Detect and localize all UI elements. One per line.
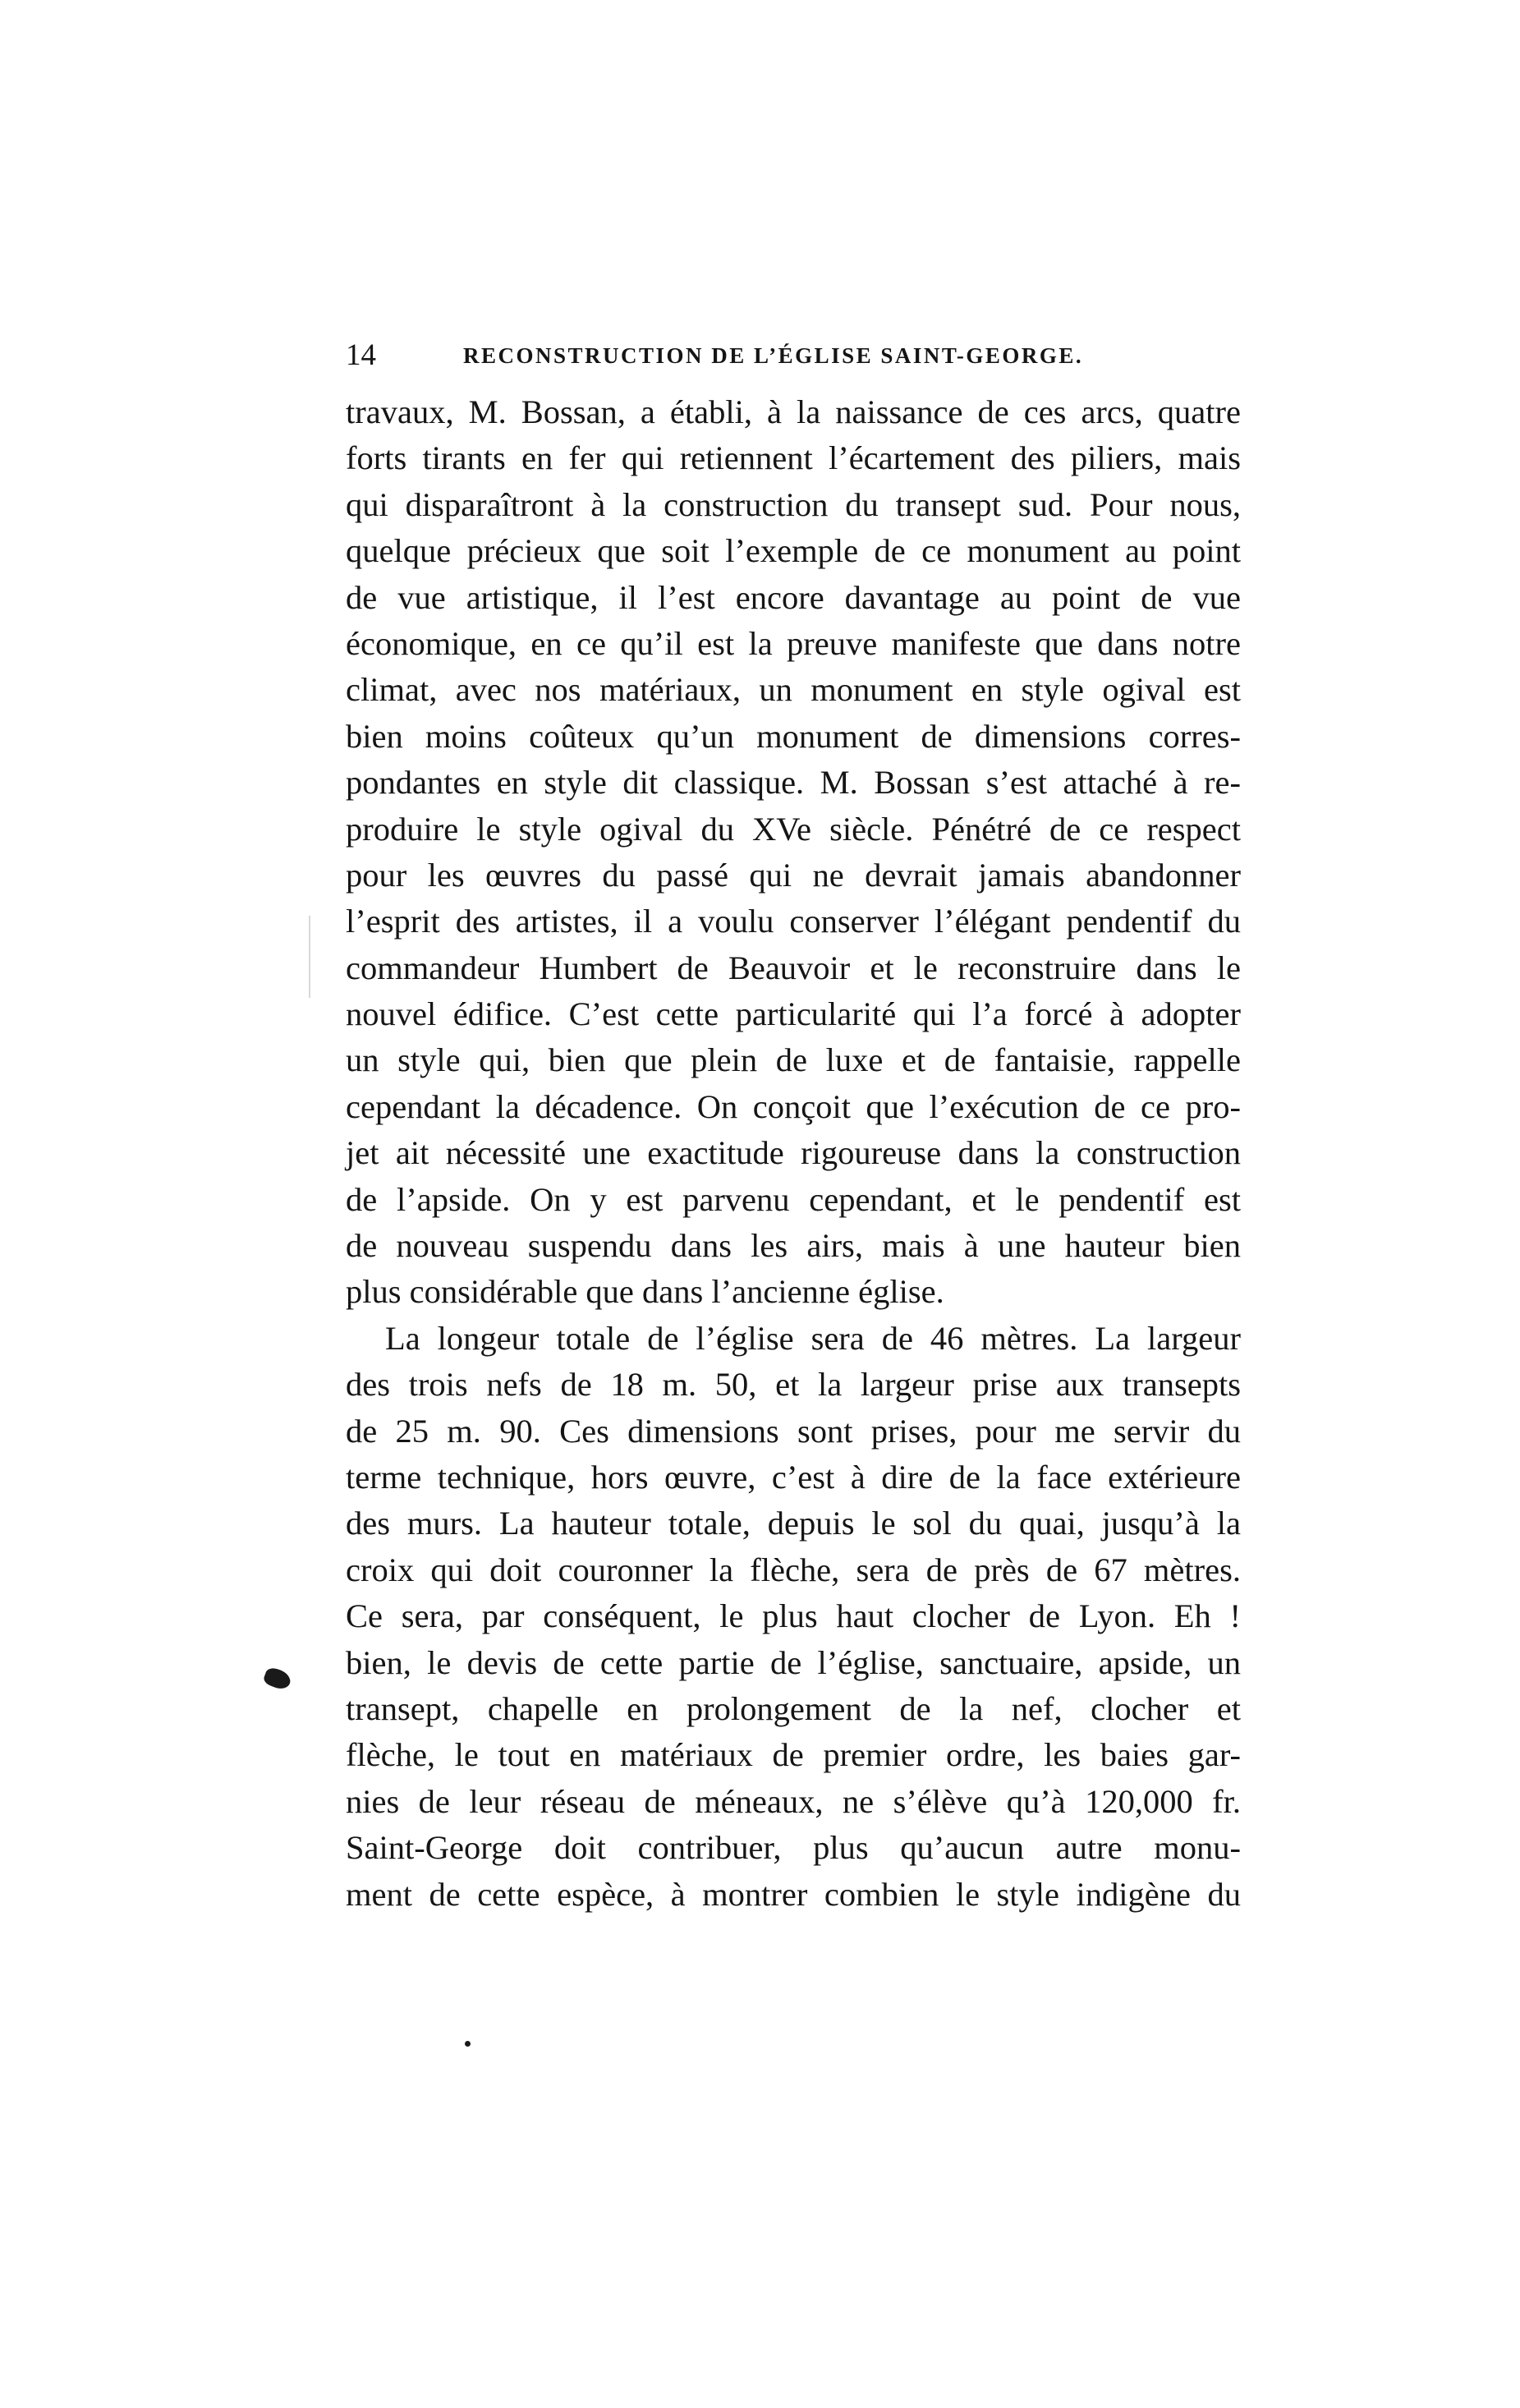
body-text <box>346 389 1241 1918</box>
text-line: produire le style ogival du XVe siècle. Pénétré de ce respect <box>346 810 1241 848</box>
text-line: des murs. La hauteur totale, depuis le sol du quai, jusqu’à la <box>346 1505 1241 1542</box>
text-line: forts tirants en fer qui retiennent l’écartement des piliers, mais <box>346 439 1241 477</box>
text-line: terme technique, hors œuvre, c’est à dire de la face extérieure <box>346 1458 1241 1496</box>
running-title: RECONSTRUCTION DE L’ÉGLISE SAINT-GEORGE. <box>463 343 1084 368</box>
ink-blot <box>262 1666 293 1692</box>
text-line: pondantes en style dit classique. M. Bossan s’est attaché à re- <box>346 764 1241 802</box>
text-line: transept, chapelle en prolongement de la nef, clocher et <box>346 1689 1241 1727</box>
text-line: flèche, le tout en matériaux de premier ordre, les baies gar- <box>346 1736 1241 1774</box>
text-line: nies de leur réseau de méneaux, ne s’élève qu’à 120,000 fr. <box>346 1782 1241 1820</box>
page-number: 14 <box>346 338 376 372</box>
text-line: Saint-George doit contribuer, plus qu’aucun autre monu- <box>346 1829 1241 1867</box>
text-line: de vue artistique, il l’est encore davantage au point de vue <box>346 578 1241 616</box>
text-line: des trois nefs de 18 m. 50, et la largeur prise aux transepts <box>346 1366 1241 1404</box>
text-line: de 25 m. 90. Ces dimensions sont prises, pour me servir du <box>346 1412 1241 1450</box>
text-line: ment de cette espèce, à montrer combien le style indigène du <box>346 1875 1241 1913</box>
text-line: économique, en ce qu’il est la preuve manifeste que dans notre <box>346 624 1241 662</box>
text-line: pour les œuvres du passé qui ne devrait jamais abandonner <box>346 856 1241 894</box>
text-line: de l’apside. On y est parvenu cependant, et le pendentif est <box>346 1180 1241 1218</box>
text-line: travaux, M. Bossan, a établi, à la naissance de ces arcs, quatre <box>346 393 1241 430</box>
text-line: bien moins coûteux qu’un monument de dimensions corres- <box>346 717 1241 755</box>
page-header <box>346 335 1241 376</box>
text-line: jet ait nécessité une exactitude rigoureuse dans la construction <box>346 1134 1241 1172</box>
text-line: un style qui, bien que plein de luxe et de fantaisie, rappelle <box>346 1041 1241 1079</box>
text-line: qui disparaîtront à la construction du transept sud. Pour nous, <box>346 485 1241 523</box>
text-line: bien, le devis de cette partie de l’église, sanctuaire, apside, un <box>346 1643 1241 1681</box>
text-line: Ce sera, par conséquent, le plus haut clocher de Lyon. Eh ! <box>346 1597 1241 1635</box>
paragraph-end-line: plus considérable que dans l’ancienne église. <box>346 1273 944 1311</box>
text-line: climat, avec nos matériaux, un monument en style ogival est <box>346 671 1241 709</box>
margin-mark <box>309 916 310 998</box>
text-line: l’esprit des artistes, il a voulu conserver l’élégant pendentif du <box>346 903 1241 940</box>
text-line: croix qui doit couronner la flèche, sera de près de 67 mètres. <box>346 1551 1241 1588</box>
paragraph-start-line: La longeur totale de l’église sera de 46 mètres. La largeur <box>385 1319 1241 1357</box>
ink-dot <box>465 2041 471 2047</box>
text-line: quelque précieux que soit l’exemple de ce monument au point <box>346 532 1241 570</box>
text-line: cependant la décadence. On conçoit que l’exécution de ce pro- <box>346 1087 1241 1125</box>
text-line: nouvel édifice. C’est cette particularité qui l’a forcé à adopter <box>346 995 1241 1033</box>
text-line: commandeur Humbert de Beauvoir et le reconstruire dans le <box>346 949 1241 986</box>
text-line: de nouveau suspendu dans les airs, mais à une hauteur bien <box>346 1227 1241 1265</box>
